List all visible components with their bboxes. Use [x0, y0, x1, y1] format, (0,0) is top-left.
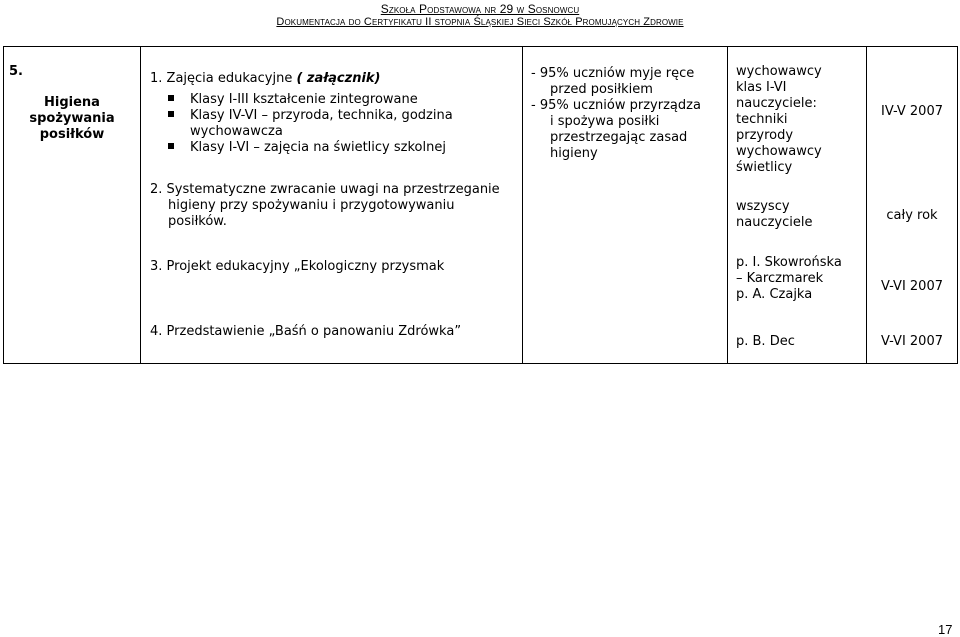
task-2-line-1: 2. Systematyczne zwracanie uwagi na przestrzeganie — [150, 182, 500, 197]
responsible-1-line-1: wychowawcy — [736, 64, 822, 79]
responsible-3-line-1: p. I. Skowrońska — [736, 255, 842, 270]
task-1-item-3: Klasy I-VI – zajęcia na świetlicy szkolnej — [168, 140, 446, 156]
responsible-1-line-5: przyrody — [736, 128, 794, 143]
responsible-1-line-2: klas I-VI — [736, 80, 787, 95]
task-1-label: 1. Zajęcia edukacyjne — [150, 71, 293, 86]
task-2-line-2: higieny przy spożywaniu i przygotowywaniu — [168, 198, 455, 213]
responsible-1-line-4: techniki — [736, 112, 788, 127]
task-1 — [150, 71, 381, 87]
task-1-item-2: Klasy IV-VI – przyroda, technika, godzina — [168, 108, 453, 124]
task-3: 3. Projekt edukacyjny „Ekologiczny przysmak — [150, 259, 445, 274]
square-bullet-icon — [168, 111, 174, 117]
row-number: 5. — [9, 64, 23, 79]
task-1-item-1: Klasy I-III kształcenie zintegrowane — [168, 92, 418, 108]
row-title-line-3: posiłków — [39, 127, 105, 142]
date-3: V-VI 2007 — [880, 279, 943, 294]
date-4: V-VI 2007 — [880, 334, 943, 349]
task-1-item-2-cont: wychowawcza — [190, 124, 283, 139]
indicator-2: - 95% uczniów przyrządza — [531, 98, 701, 113]
responsible-1-line-6: wychowawcy — [736, 144, 822, 159]
responsible-2-line-2: nauczyciele — [736, 215, 813, 230]
responsible-3-line-3: p. A. Czajka — [736, 287, 813, 302]
task-2-line-3: posiłków. — [168, 214, 227, 229]
date-2: cały rok — [886, 208, 938, 223]
indicator-1-cont: przed posiłkiem — [550, 82, 653, 97]
responsible-2-line-1: wszyscy — [736, 199, 790, 214]
task-1-note: ( załącznik) — [296, 71, 381, 86]
indicator-2-cont-2: przestrzegając zasad — [550, 130, 688, 145]
date-1: IV-V 2007 — [880, 104, 943, 119]
school-name: Szkoła Podstawowa nr 29 w Sosnowcu — [380, 2, 580, 16]
square-bullet-icon — [168, 95, 174, 101]
document-title: Dokumentacja do Certyfikatu II stopnia Śląskiej Sieci Szkół Promujących Zdrowie — [276, 16, 684, 28]
page-number: 17 — [938, 622, 953, 637]
task-4: 4. Przedstawienie „Baśń o panowaniu Zdrówka” — [150, 324, 462, 339]
responsible-3-line-2: – Karczmarek — [736, 271, 824, 286]
square-bullet-icon — [168, 143, 174, 149]
indicator-2-cont-1: i spożywa posiłki — [550, 114, 660, 129]
row-title-line-1: Higiena — [44, 95, 100, 110]
indicator-1: - 95% uczniów myje ręce — [531, 66, 695, 81]
row-title-line-2: spożywania — [29, 111, 115, 126]
responsible-4: p. B. Dec — [736, 334, 795, 349]
responsible-1-line-7: świetlicy — [736, 160, 793, 175]
responsible-1-line-3: nauczyciele: — [736, 96, 817, 111]
indicator-2-cont-3: higieny — [550, 146, 598, 161]
